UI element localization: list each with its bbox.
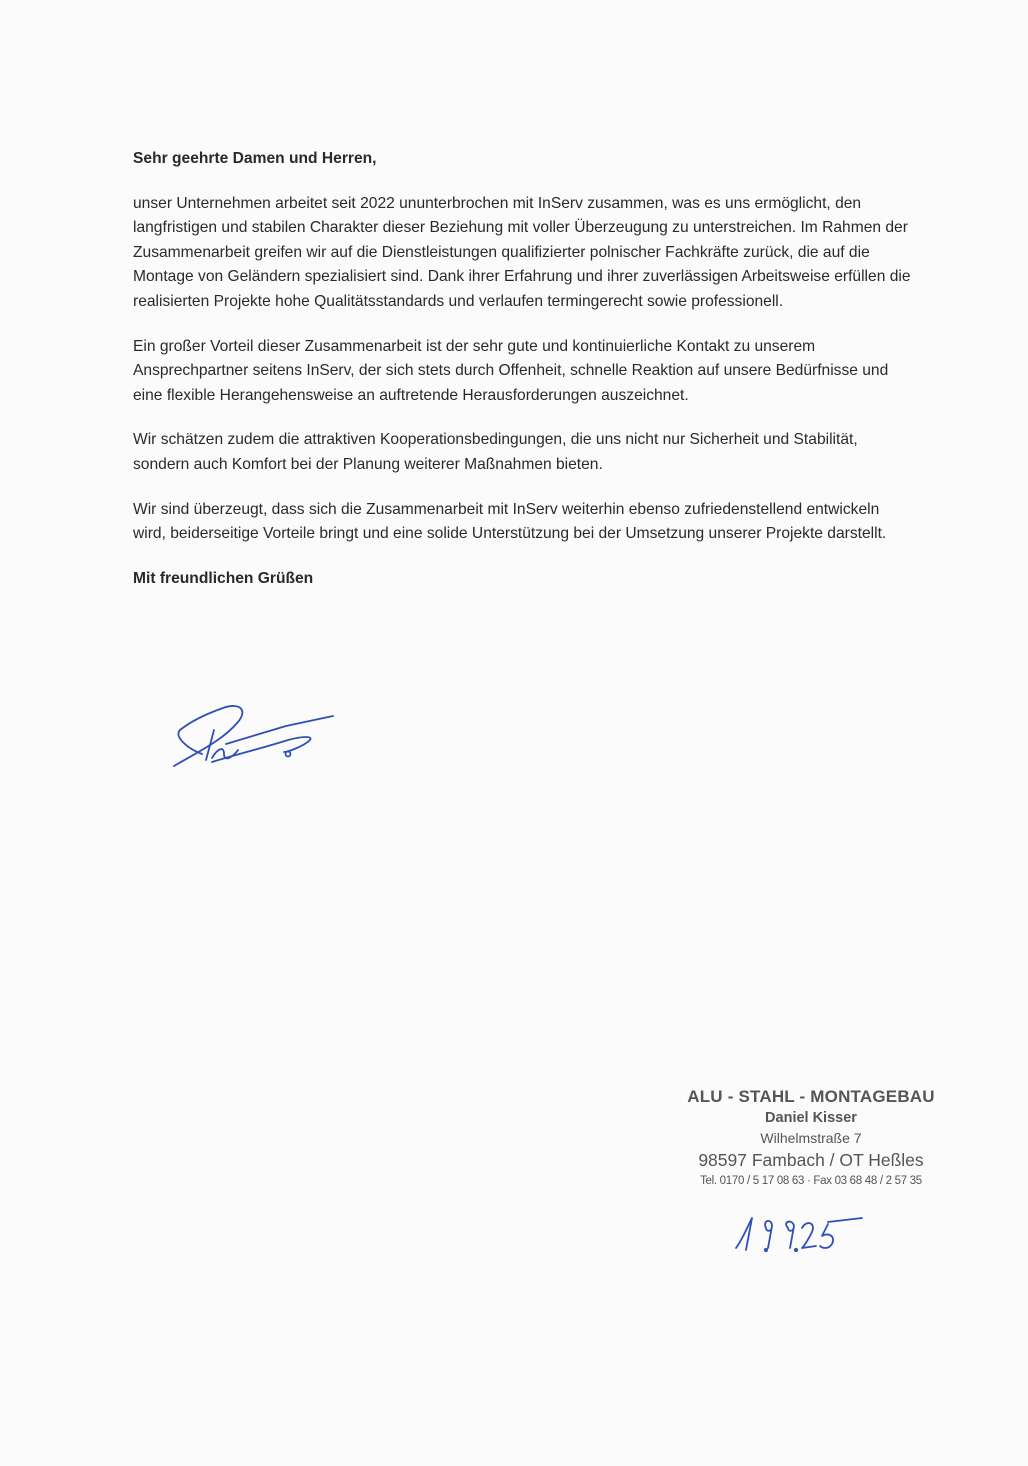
stamp-contact: Tel. 0170 / 5 17 08 63 · Fax 03 68 48 / 2 57 35 <box>700 1175 922 1187</box>
paragraph-4: Wir sind überzeugt, dass sich die Zusammenarbeit mit InServ weiterhin ebenso zufriedenstellend entwickeln wird, beiderseitige Vorteile bringt und eine solide Unterstützung bei der Umsetzung unserer Projekte darstellt. <box>133 500 887 543</box>
paragraph-2: Ein großer Vorteil dieser Zusammenarbeit ist der sehr gute und kontinuierliche Kontakt zu unserem Ansprechpartner seitens InServ, der sich stets durch Offenheit, schnelle Reaktion auf unsere Bedürfnisse und eine flexible Herangehensweise an auftretende Herausforderungen auszeichnet. <box>133 337 889 404</box>
closing: Mit freundlichen Grüßen <box>133 569 314 587</box>
letter-body <box>133 147 913 591</box>
handwritten-date <box>732 1210 872 1260</box>
salutation: Sehr geehrte Damen und Herren, <box>133 150 377 167</box>
stamp-city: 98597 Fambach / OT Heßles <box>698 1150 924 1170</box>
stamp-company-name: ALU - STAHL - MONTAGEBAU <box>687 1087 935 1106</box>
signature <box>168 700 343 775</box>
company-stamp <box>666 1086 956 1190</box>
stamp-owner-name: Daniel Kisser <box>765 1110 857 1126</box>
stamp-street: Wilhelmstraße 7 <box>760 1130 862 1146</box>
paragraph-1: unser Unternehmen arbeitet seit 2022 ununterbrochen mit InServ zusammen, was es uns ermöglicht, den langfristigen und stabilen Charakter dieser Beziehung mit voller Überzeugung zu unterstreichen. Im Rahmen der Zusammenarbeit greifen wir auf die Dienstleistungen qualifizierter polnischer Fachkräfte zurück, die auf die Montage von Geländern spezialisiert sind. Dank ihrer Erfahrung und ihrer zuverlässigen Arbeitsweise erfüllen die realisierten Projekte hohe Qualitätsstandards und verlaufen termingerecht sowie professionell. <box>133 194 911 310</box>
paragraph-3: Wir schätzen zudem die attraktiven Kooperationsbedingungen, die uns nicht nur Sicherheit und Stabilität, sondern auch Komfort bei der Planung weiterer Maßnahmen bieten. <box>133 431 858 473</box>
